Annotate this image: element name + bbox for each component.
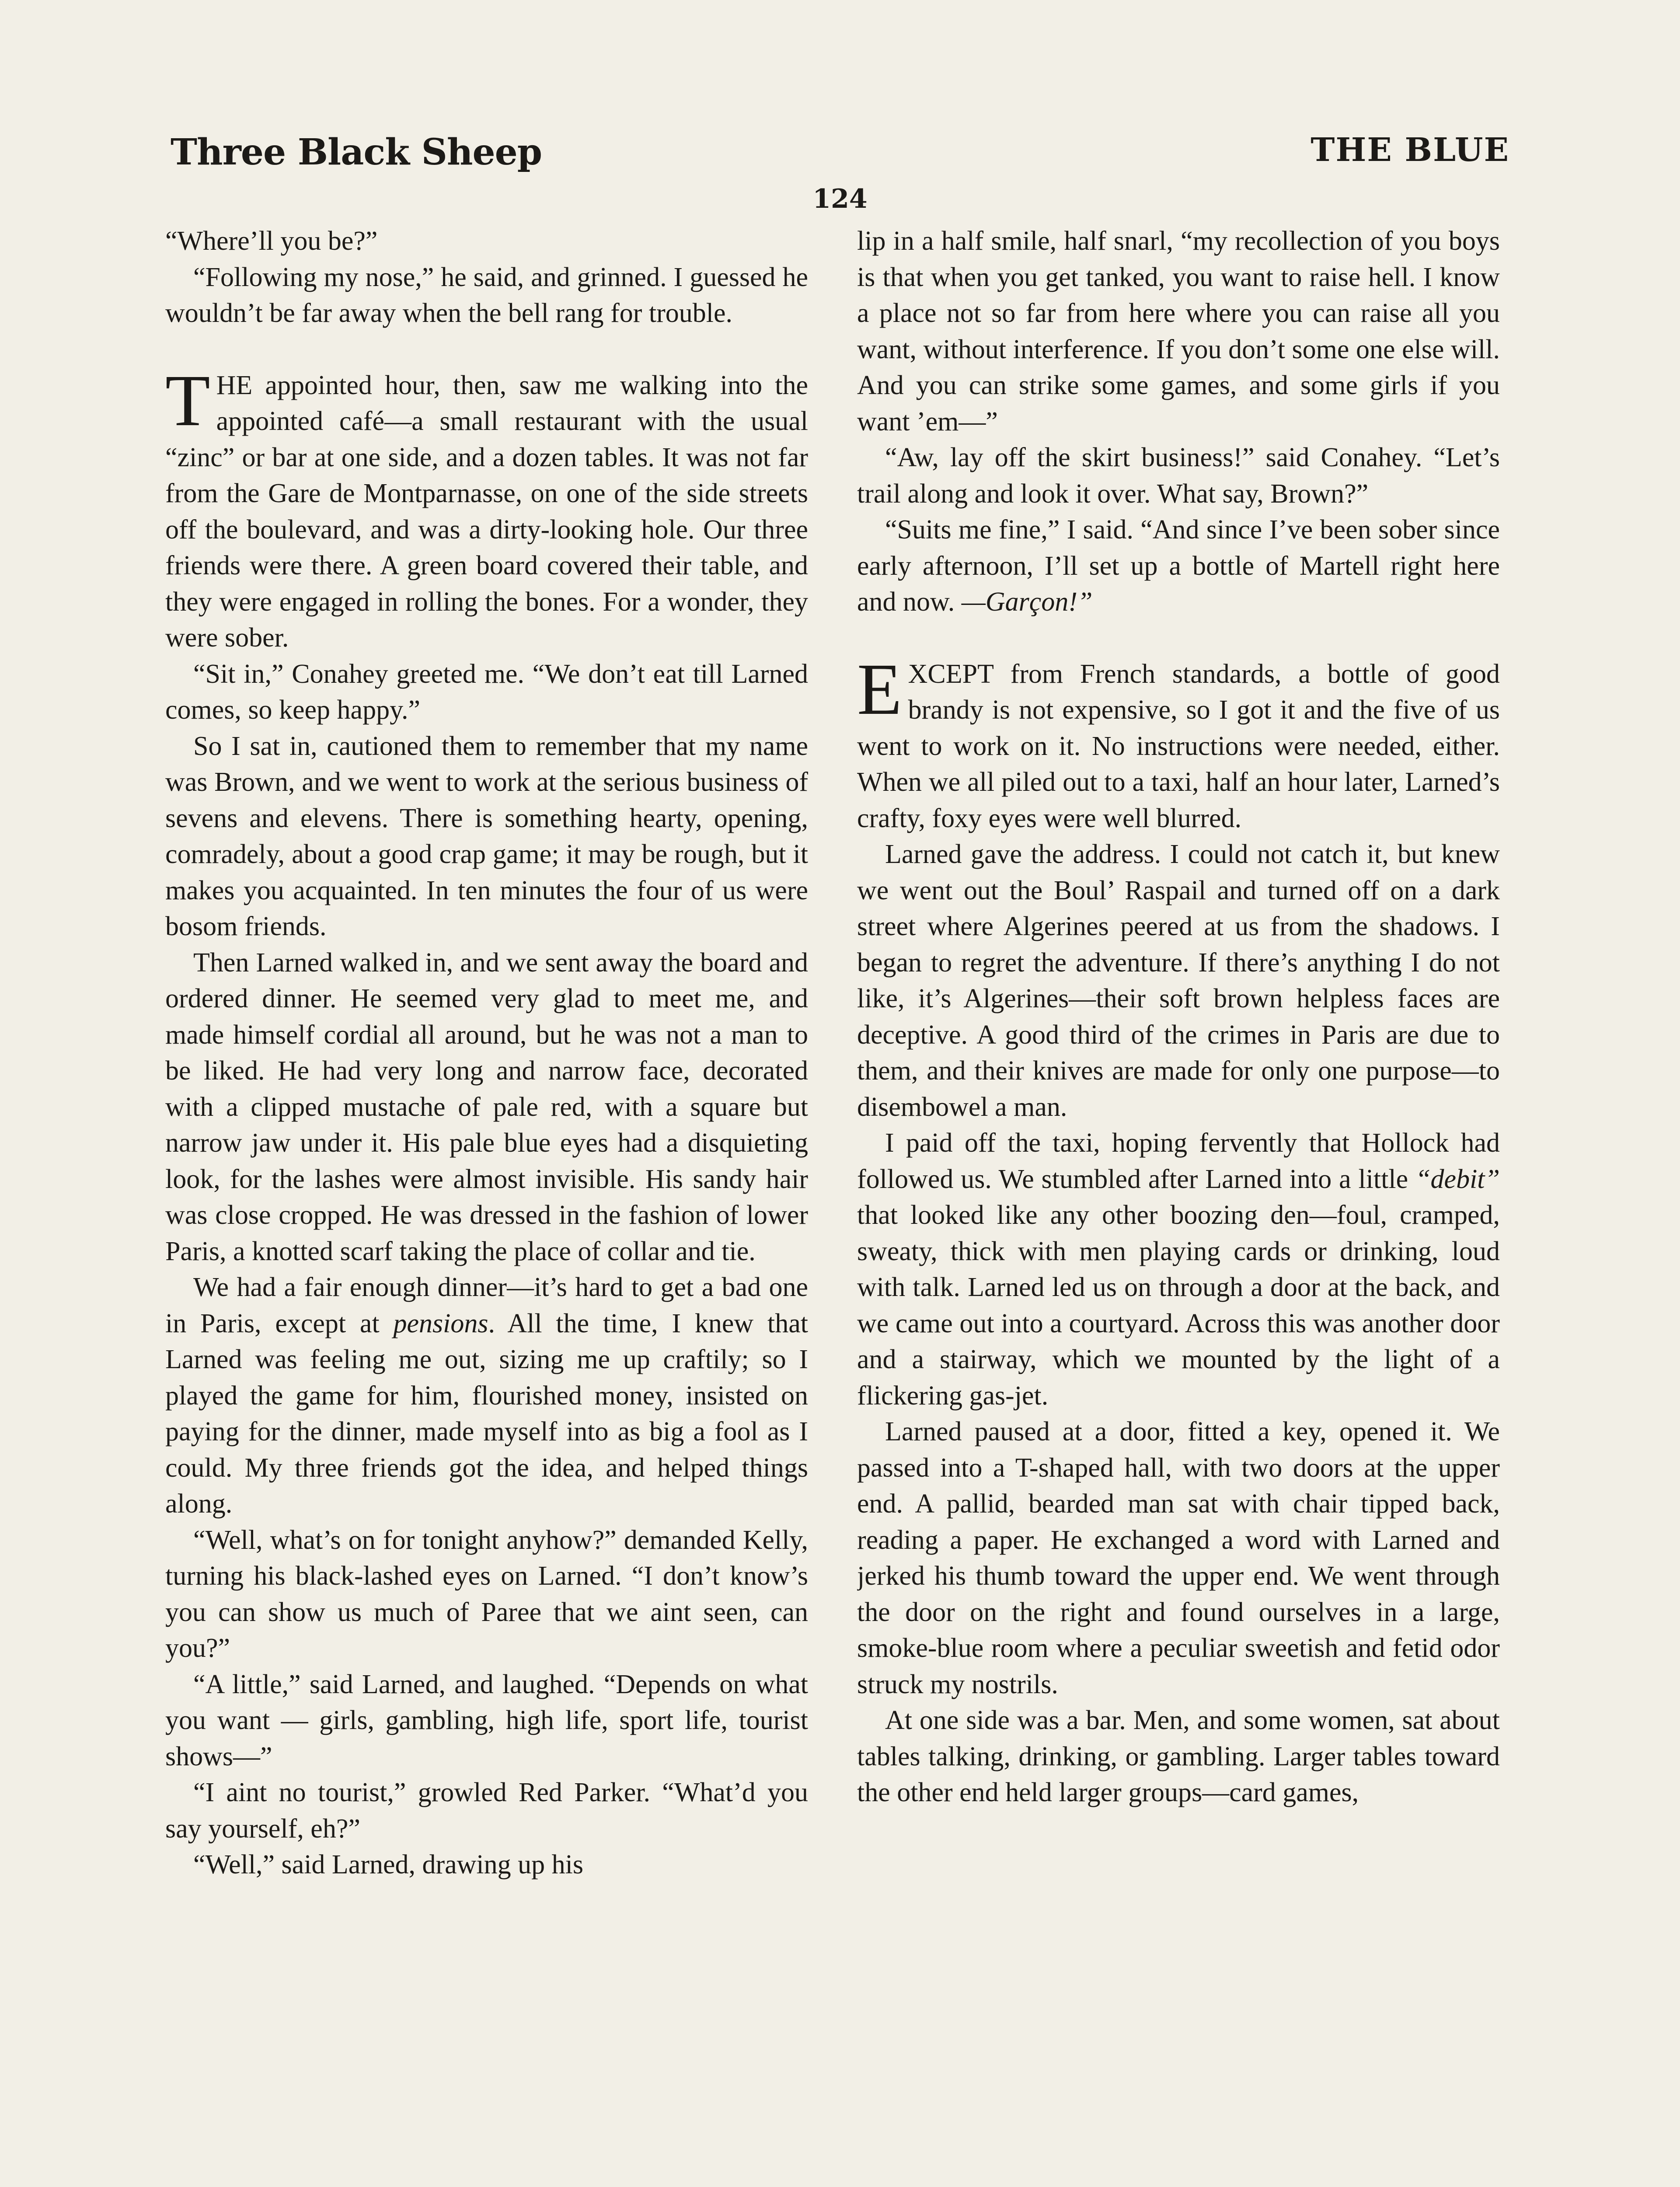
section-paragraph [165,360,808,656]
paragraph-text: HE appointed hour, then, saw me walking into the appointed café—a small restaurant with the usual “zinc” or bar at one side, and a dozen tables. It was not far from the Gare de Montparnasse, on one of the side streets off the boulevard, and was a dirty-looking hole. Our three friends were there. A green board covered their table, and they were engaged in rolling the bones. For a wonder, they were sober. [165,370,808,653]
left-text-column [165,223,808,2187]
page-number: 124 [812,184,868,214]
italic-word: —Garçon!” [961,587,1093,617]
italic-word: pensions [393,1308,488,1338]
right-text-column [857,223,1500,2187]
paragraph [165,1269,808,1522]
paragraph-text: XCEPT from French standards, a bottle of good brandy is not expensive, so I got it and the five of us went to work on it. No instructions were needed, either. When we all piled out to a taxi, half an hour later, Larned’s crafty, foxy eyes were well blurred. [857,659,1500,833]
italic-word: “debit” [1415,1164,1500,1194]
paragraph: “Following my nose,” he said, and grinned. I guessed he wouldn’t be far away when the bell rang for trouble. [165,262,808,328]
paragraph: Larned gave the address. I could not catch it, but knew we went out the Boul’ Raspail and turned off on a dark street where Algerines peered at us from the shadows. I began to regret the adventure. If there’s anything I do not like, it’s Algerines—their soft brown helpless faces are deceptive. A good third of the crimes in Paris are due to them, and their knives are made for only one purpose—to disembowel a man. [857,839,1500,1122]
paragraph: “Well, what’s on for tonight anyhow?” demanded Kelly, turning his black-lashed eyes on Larned. “I don’t know’s you can show us much of Paree that we aint seen, can you?” [165,1525,808,1663]
paragraph-text: “Suits me fine,” I said. “And since I’ve been sober since early afternoon, I’ll set up a bottle of Martell right here and now. [857,515,1500,617]
paragraph: “Where’ll you be?” [165,226,378,256]
paragraph: So I sat in, cautioned them to remember that my name was Brown, and we went to work at the serious business of sevens and elevens. There is something hearty, opening, comradely, about a good crap game; it may be rough, but it makes you acquainted. In ten minutes the four of us were bosom friends. [165,731,808,941]
paragraph: “Well,” said Larned, drawing up his [193,1850,584,1880]
paragraph: At one side was a bar. Men, and some women, sat about tables talking, drinking, or gambling. Larger tables toward the other end held larger groups—card games, [857,1705,1500,1807]
drop-cap: E [857,648,902,730]
magazine-title: THE BLUE [1311,131,1509,169]
paragraph [857,512,1500,620]
paragraph [857,1125,1500,1414]
paragraph-text: that looked like any other boozing den—foul, cramped, sweaty, thick with men playing cards or drinking, loud with talk. Larned led us on through a door at the back, and we came out into a courtyard. Across this was another door and a stairway, which we mounted by the light of a flickering gas-jet. [857,1200,1500,1411]
paragraph: “Aw, lay off the skirt business!” said Conahey. “Let’s trail along and look it over. What say, Brown?” [857,443,1500,509]
paragraph: lip in a half smile, half snarl, “my recollection of you boys is that when you get tanked, you want to raise hell. I know a place not so far from here where you can raise all you want, without interference. If you don’t some one else will. And you can strike some games, and some girls if you want ’em—” [857,226,1500,437]
section-paragraph [857,648,1500,837]
paragraph-text: . All the time, I knew that Larned was feeling me out, sizing me up craftily; so I played the game for him, flourished money, insisted on paying for the dinner, made myself into as big a fool as I could. My three friends got the idea, and helped things along. [165,1308,808,1519]
paragraph: Larned paused at a door, fitted a key, opened it. We passed into a T-shaped hall, with two doors at the upper end. A pallid, bearded man sat with chair tipped back, reading a paper. He exchanged a word with Larned and jerked his thumb toward the upper end. We went through the door on the right and found ourselves in a large, smoke-blue room where a peculiar sweetish and fetid odor struck my nostrils. [857,1417,1500,1699]
paragraph: “I aint no tourist,” growled Red Parker. “What’d you say yourself, eh?” [165,1778,808,1844]
drop-cap: T [165,360,210,441]
story-title: Three Black Sheep [171,131,542,173]
paragraph-text: We had a fair enough dinner—it’s hard to get a bad one in Paris, except at [165,1272,808,1338]
paragraph: “Sit in,” Conahey greeted me. “We don’t eat till Larned comes, so keep happy.” [165,659,808,725]
paragraph-text: I paid off the taxi, hoping fervently that Hollock had followed us. We stumbled after Larned into a little [857,1128,1500,1194]
paragraph: “A little,” said Larned, and laughed. “Depends on what you want — girls, gambling, high life, sport life, tourist shows—” [165,1669,808,1771]
paragraph: Then Larned walked in, and we sent away the board and ordered dinner. He seemed very glad to meet me, and made himself cordial all around, but he was not a man to be liked. He had very long and narrow face, decorated with a clipped mustache of pale red, with a square but narrow jaw under it. His pale blue eyes had a disquieting look, for the lashes were almost invisible. His sandy hair was close cropped. He was dressed in the fashion of lower Paris, a knotted scarf taking the place of collar and tie. [165,947,808,1266]
